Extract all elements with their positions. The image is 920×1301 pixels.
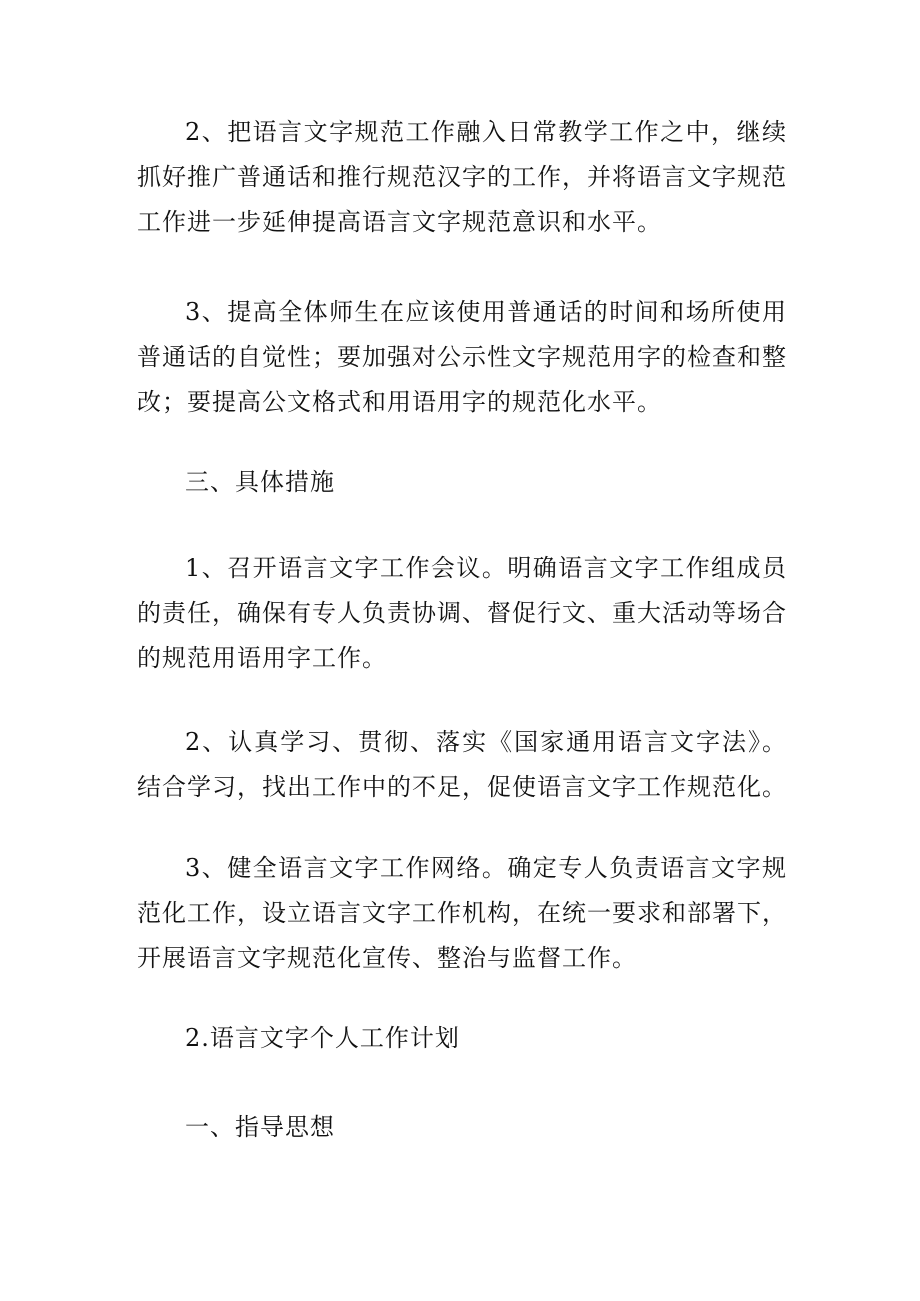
- section-heading-personal-plan: 2.语言文字个人工作计划: [185, 1024, 460, 1052]
- section-heading-measures: 三、具体措施: [185, 468, 335, 496]
- paragraph-standards-integration: 2、把语言文字规范工作融入日常教学工作之中，继续抓好推广普通话和推行规范汉字的工作，并将语言文字规范工作进一步延伸提高语言文字规范意识和水平。: [137, 118, 787, 236]
- paragraph-study-law: 2、认真学习、贯彻、落实《国家通用语言文字法》。结合学习，找出工作中的不足，促使语言文字工作规范化。: [137, 728, 787, 801]
- paragraph-putonghua-awareness: 3、提高全体师生在应该使用普通话的时间和场所使用普通话的自觉性；要加强对公示性文字规范用字的检查和整改；要提高公文格式和用语用字的规范化水平。: [137, 298, 787, 416]
- paragraph-work-meeting: 1、召开语言文字工作会议。明确语言文字工作组成员的责任，确保有专人负责协调、督促行文、重大活动等场合的规范用语用字工作。: [137, 554, 787, 672]
- paragraph-work-network: 3、健全语言文字工作网络。确定专人负责语言文字规范化工作，设立语言文字工作机构，在统一要求和部署下，开展语言文字规范化宣传、整治与监督工作。: [137, 854, 787, 972]
- section-heading-guiding-ideology: 一、指导思想: [185, 1113, 335, 1141]
